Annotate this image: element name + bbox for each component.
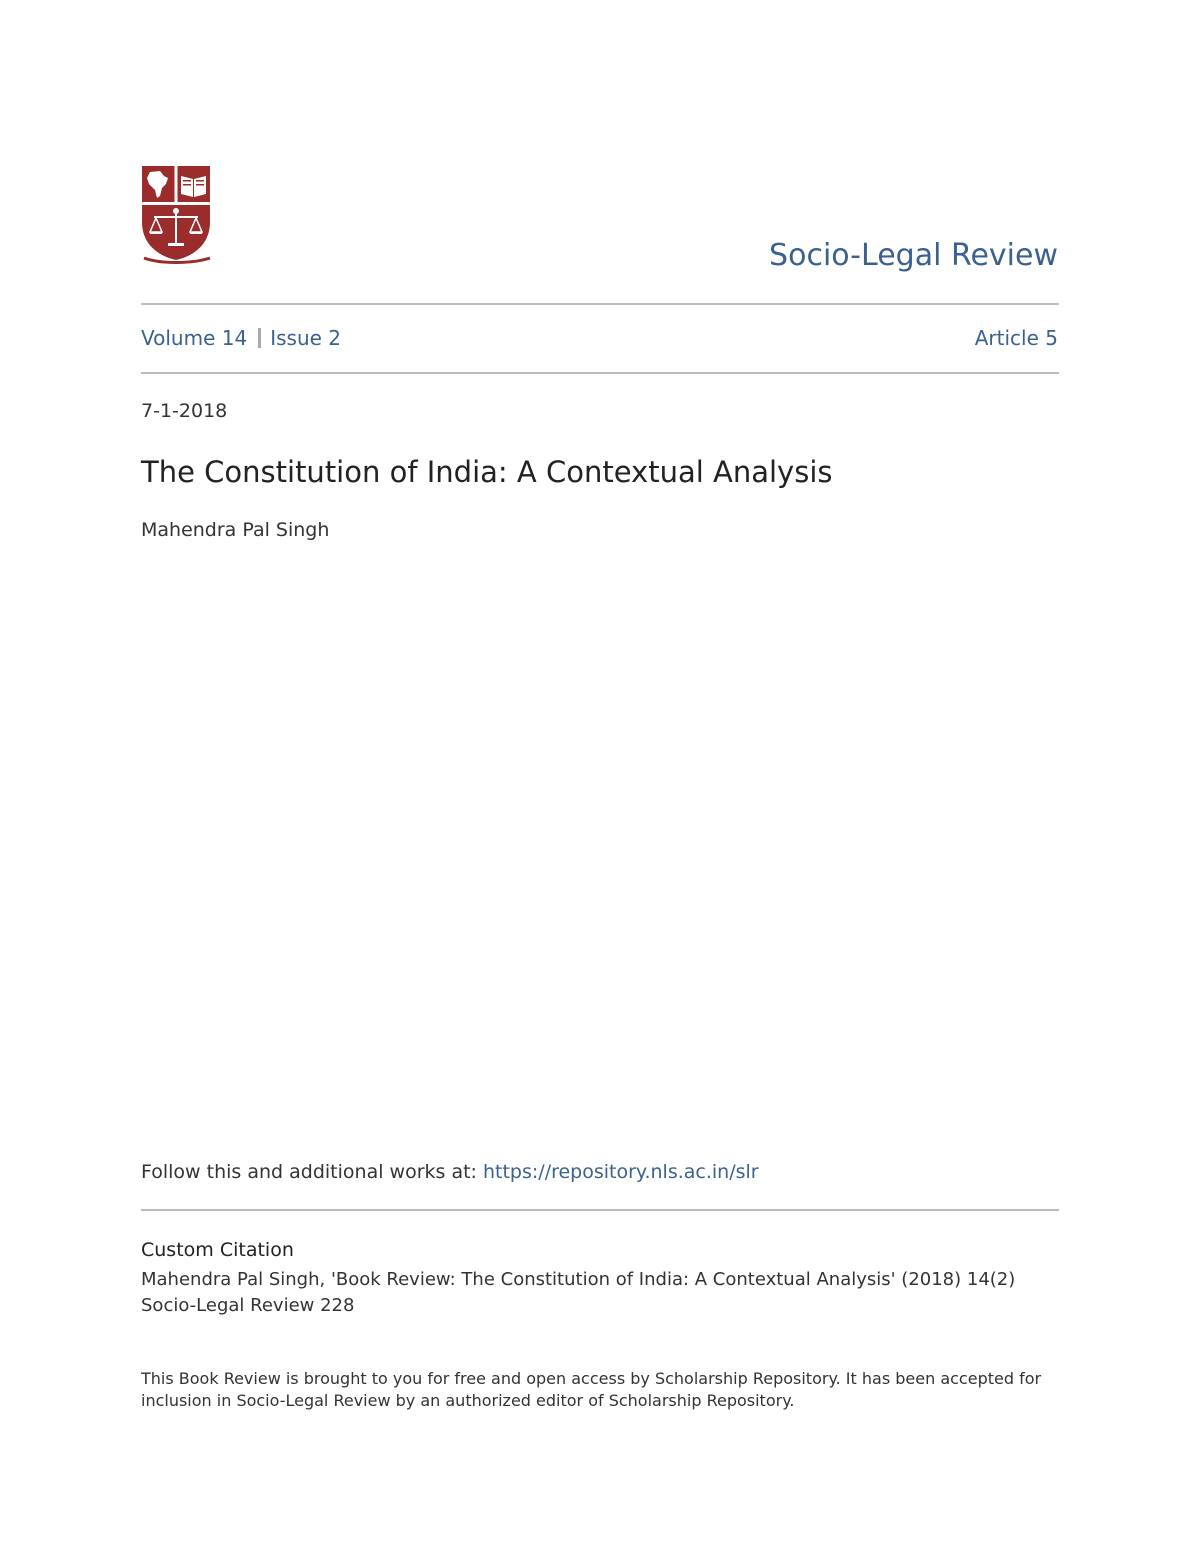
repository-link[interactable]: https://repository.nls.ac.in/slr [482,1161,759,1183]
article-author: Mahendra Pal Singh [141,519,330,541]
article-number: Article 5 [974,326,1058,350]
footer-divider [141,1209,1059,1211]
follow-line [141,1161,759,1183]
article-title: The Constitution of India: A Contextual Analysis [141,455,833,489]
journal-title[interactable]: Socio-Legal Review [769,238,1058,273]
issue-separator [258,328,261,348]
volume-issue-line [141,326,341,350]
publication-date: 7-1-2018 [141,400,228,422]
access-disclaimer: This Book Review is brought to you for free and open access by Scholarship Repository. It has been accepted for inclusion in Socio-Legal Review by an authorized editor of Scholarship Repository. [141,1369,1042,1410]
nls-crest-logo [140,164,214,268]
citation-text: Mahendra Pal Singh, 'Book Review: The Constitution of India: A Contextual Analysis' (2018) 14(2) Socio-Legal Review 228 [141,1269,1016,1316]
follow-text: Follow this and additional works at: [141,1161,483,1183]
subheader-divider [141,372,1059,374]
volume-link[interactable]: Volume 14 [141,326,248,350]
citation-heading: Custom Citation [141,1239,294,1261]
header-divider [141,303,1059,305]
issue-link[interactable]: Issue 2 [270,326,342,350]
